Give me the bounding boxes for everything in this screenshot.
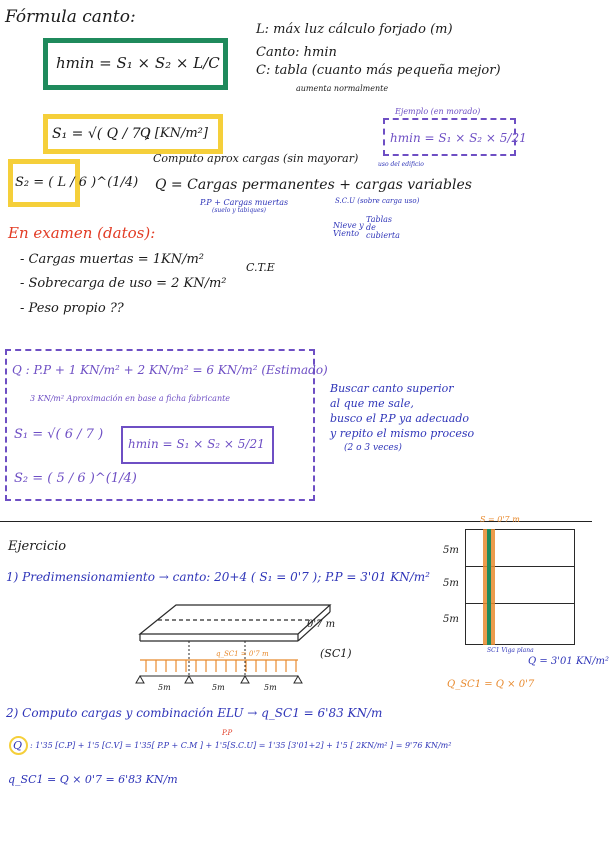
plan-strip-axis (487, 529, 491, 645)
tablas-note: Tablas de cubierta (366, 215, 400, 240)
exercise-step2: 2) Computo cargas y combinación ELU → q_SC1 = 6'83 KN/m (6, 706, 383, 720)
calc-approx: 3 KN/m² Aproximación en base a ficha fabricante (30, 394, 231, 403)
exercise-title: Ejercicio (8, 539, 67, 554)
beam-span-2: 5m (212, 683, 225, 692)
definition-canto: Canto: hmin (256, 45, 337, 60)
s2-formula: S₂ = ( L / 6 )^(1/4) (15, 175, 139, 190)
main-formula: hmin = S₁ × S₂ × L/C (56, 54, 220, 72)
uso-note: uso del edificio (378, 161, 424, 168)
definition-L: L: máx luz cálculo forjado (m) (256, 22, 453, 37)
pp-tag: P.P (222, 729, 233, 737)
note-line-3: busco el P.P ya adecuado (330, 412, 469, 425)
plan-width-label: S = 0'7 m (480, 515, 520, 524)
plan-beam-1 (465, 566, 575, 567)
plan-sc-label: SC1 Viga plana (487, 647, 534, 654)
cargas-formula: Q = Cargas permanentes + cargas variables (155, 177, 472, 193)
beam-width-label: 0'7 m (307, 619, 336, 630)
beam-span-1: 5m (158, 683, 171, 692)
note-line-4: y repito el mismo proceso (330, 427, 475, 440)
nieve-viento-note: Nieve y Viento (333, 221, 364, 238)
beam-sc-label: (SC1) (320, 647, 352, 660)
q-circle-label: Q (13, 739, 23, 752)
plan-span-1: 5m (443, 545, 459, 556)
definition-C-note: aumenta normalmente (296, 84, 389, 93)
calc-q-line: Q : P.P + 1 KN/m² + 2 KN/m² = 6 KN/m² (Estimado) (12, 363, 328, 377)
definition-C: C: tabla (cuanto más pequeña mejor) (256, 63, 501, 78)
cte-label: C.T.E (246, 261, 275, 274)
note-line-1: Buscar canto superior (330, 382, 454, 395)
exam-item-self-weight: - Peso propio ?? (20, 301, 124, 316)
pp-subnote: (suelo y tabiques) (212, 207, 266, 214)
floor-plan (465, 529, 575, 645)
exam-title: En examen (datos): (8, 224, 156, 242)
combination-formula: : 1'35 [C.P] + 1'5 [C.V] = 1'35[ P.P + C.M ] + 1'5[S.C.U] = 1'35 [3'01+2] + 1'5 [ 2KN/m² ] = 9'76 KN/m² (30, 741, 452, 750)
plan-qsc-label: Q_SC1 = Q × 0'7 (447, 679, 535, 690)
pp-note: P.P + Cargas muertas (200, 198, 289, 207)
plan-span-2: 5m (443, 578, 459, 589)
page-title: Fórmula canto: (5, 7, 136, 27)
beam-load-label: q_SC1 = 0'7 m (216, 650, 269, 658)
qsc-final: q_SC1 = Q × 0'7 = 6'83 KN/m (8, 773, 178, 786)
example-formula: hmin = S₁ × S₂ × 5/21 (390, 131, 527, 145)
plan-beam-2 (465, 603, 575, 604)
exam-item-dead-load: - Cargas muertas = 1KN/m² (20, 252, 204, 267)
calc-s1: S₁ = √( 6 / 7 ) (14, 427, 104, 442)
plan-q-label: Q = 3'01 KN/m² (528, 656, 609, 667)
exam-item-live-load: - Sobrecarga de uso = 2 KN/m² (20, 276, 227, 291)
example-title: Ejemplo (en morado) (395, 107, 481, 116)
s1-formula: S₁ = √( Q / 7 ) (52, 126, 151, 142)
note-line-2: al que me sale, (330, 397, 414, 410)
beam-span-3: 5m (264, 683, 277, 692)
q-unit: Q [KN/m²] (140, 126, 208, 141)
note-line-5: (2 o 3 veces) (344, 443, 402, 453)
computo-note: Computo aprox cargas (sin mayorar) (153, 152, 359, 165)
exercise-step1: 1) Predimensionamiento → canto: 20+4 ( S₁ = 0'7 ); P.P = 3'01 KN/m² (6, 570, 430, 584)
calc-s2: S₂ = ( 5 / 6 )^(1/4) (14, 471, 137, 486)
scu-note: S.C.U (sobre carga uso) (335, 197, 420, 205)
calc-hmin: hmin = S₁ × S₂ × 5/21 (128, 437, 265, 451)
plan-span-3: 5m (443, 614, 459, 625)
